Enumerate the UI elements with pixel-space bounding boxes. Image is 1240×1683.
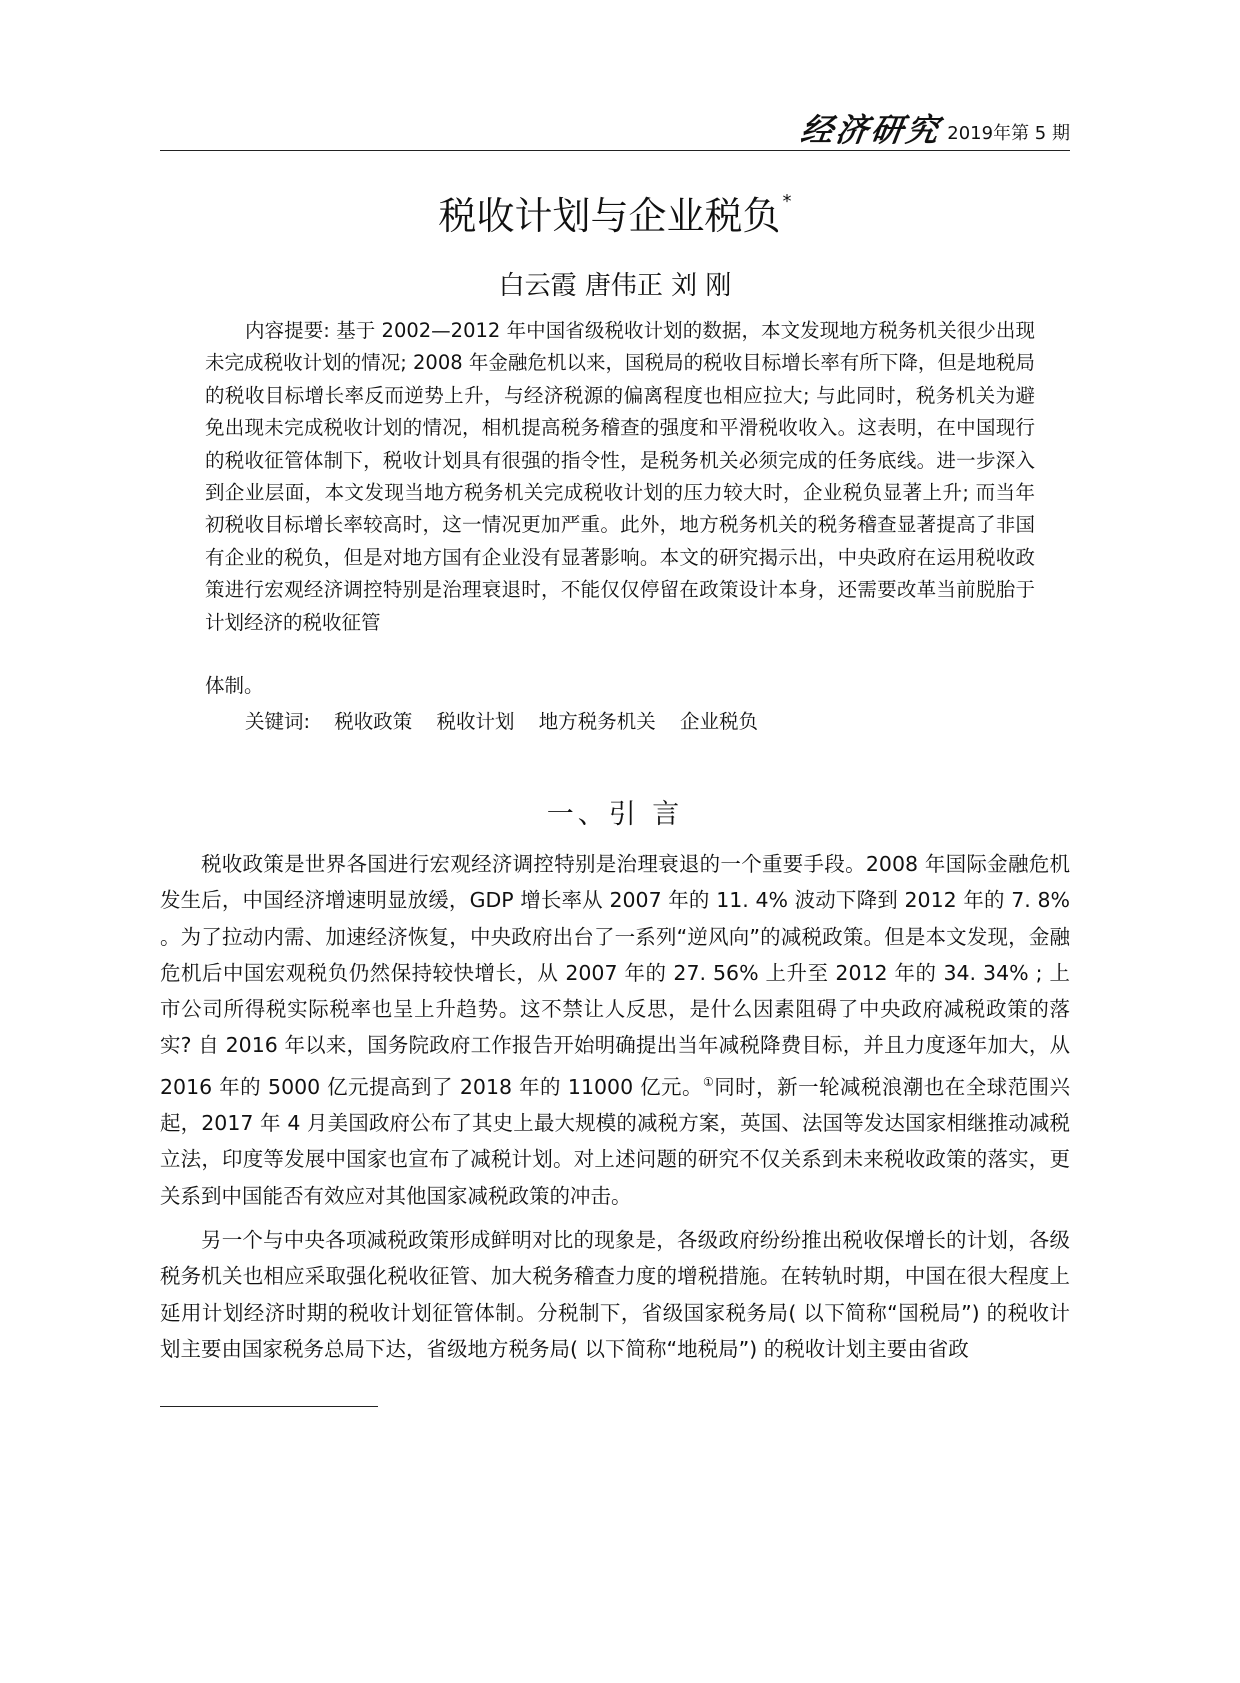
- article-authors: 白云霞 唐伟正 刘 刚: [498, 271, 732, 301]
- keywords-label: 关键词:: [245, 710, 311, 733]
- paragraph-1-part-2: 同时，新一轮减税浪潮也在全球范围兴起，2017 年 4 月美国政府公布了其史上最大规模的减税方案，英国、法国等发达国家相继推动减税立法，印度等发展中国家也宣布了减税计划。对上述问题的研究不仅关系到未来税收政策的落实，更关系到中国能否有效应对其他国家减税政策的冲击。: [160, 1074, 1071, 1208]
- header-rule: [160, 150, 1070, 151]
- article-title: [160, 176, 1070, 242]
- article-title-text: 税收计划与企业税负: [438, 194, 781, 238]
- body-paragraph-1: [160, 846, 1070, 1214]
- abstract-tail: 体制。: [205, 674, 264, 697]
- keywords-line: [245, 706, 1035, 738]
- keyword-item: 企业税负: [679, 710, 758, 733]
- body-paragraph-2: 另一个与中央各项减税政策形成鲜明对比的现象是，各级政府纷纷推出税收保增长的计划，各级税务机关也相应采取强化税收征管、加大税务稽查力度的增税措施。在转轨时期，中国在很大程度上延用计划经济时期的税收计划征管体制。分税制下，省级国家税务局( 以下简称“国税局”) 的税收计划主要由国家税务总局下达，省级地方税务局( 以下简称“地税局”) 的税收计划主要由省政: [160, 1228, 1070, 1361]
- paragraph-1-part-1: 税收政策是世界各国进行宏观经济调控特别是治理衰退的一个重要手段。2008 年国际金融危机发生后，中国经济增速明显放缓，GDP 增长率从 2007 年的 11. 4% 波动下降到 2012 年的 7. 8% 。为了拉动内需、加速经济恢复，中央政府出台了一系列“逆风向”的减税政策。但是本文发现，金融危机后中国宏观税负仍然保持较快增长，从 2007 年的 27. 56% 上升至 2012 年的 34. 34% ; 上市公司所得税实际税率也呈上升趋势。这不禁让人反思，是什么因素阻碍了中央政府减税政策的落实? 自 2016 年以来，国务院政府工作报告开始明确提出当年减税降费目标，并且力度逐年加大，从 2016 年的 5000 亿元提高到了 2018 年的 11000 亿元。: [160, 852, 1070, 1099]
- footnote-rule: [160, 1406, 378, 1407]
- journal-mark: [798, 111, 1070, 149]
- issue-number: 2019年第 5 期: [947, 123, 1070, 144]
- keyword-item: 税收政策: [334, 710, 413, 733]
- title-footnote-mark[interactable]: *: [782, 191, 792, 212]
- section-heading-introduction: 一、引 言: [546, 799, 684, 830]
- footnote-mark-1[interactable]: ①: [702, 1074, 715, 1089]
- journal-logo: 经济研究: [798, 111, 944, 149]
- running-header: [160, 112, 1070, 152]
- abstract-text: 内容提要: 基于 2002—2012 年中国省级税收计划的数据，本文发现地方税务机关很少出现未完成税收计划的情况; 2008 年金融危机以来，国税局的税收目标增长率有所下降，但是地税局的税收目标增长率反而逆势上升，与经济税源的偏离程度也相应拉大; 与此同时，税务机关为避免出现未完成税收计划的情况，相机提高税务稽查的强度和平滑税收收入。这表明，在中国现行的税收征管体制下，税收计划具有很强的指令性，是税务机关必须完成的任务底线。进一步深入到企业层面，本文发现当地方税务机关完成税收计划的压力较大时，企业税负显著上升; 而当年初税收目标增长率较高时，这一情况更加严重。此外，地方税务机关的税务稽查显著提高了非国有企业的税负，但是对地方国有企业没有显著影响。本文的研究揭示出，中央政府在运用税收政策进行宏观经济调控特别是治理衰退时，不能仅仅停留在政策设计本身，还需要改革当前脱胎于计划经济的税收征管: [205, 319, 1035, 634]
- keyword-item: 税收计划: [436, 710, 515, 733]
- keyword-item: 地方税务机关: [538, 710, 656, 733]
